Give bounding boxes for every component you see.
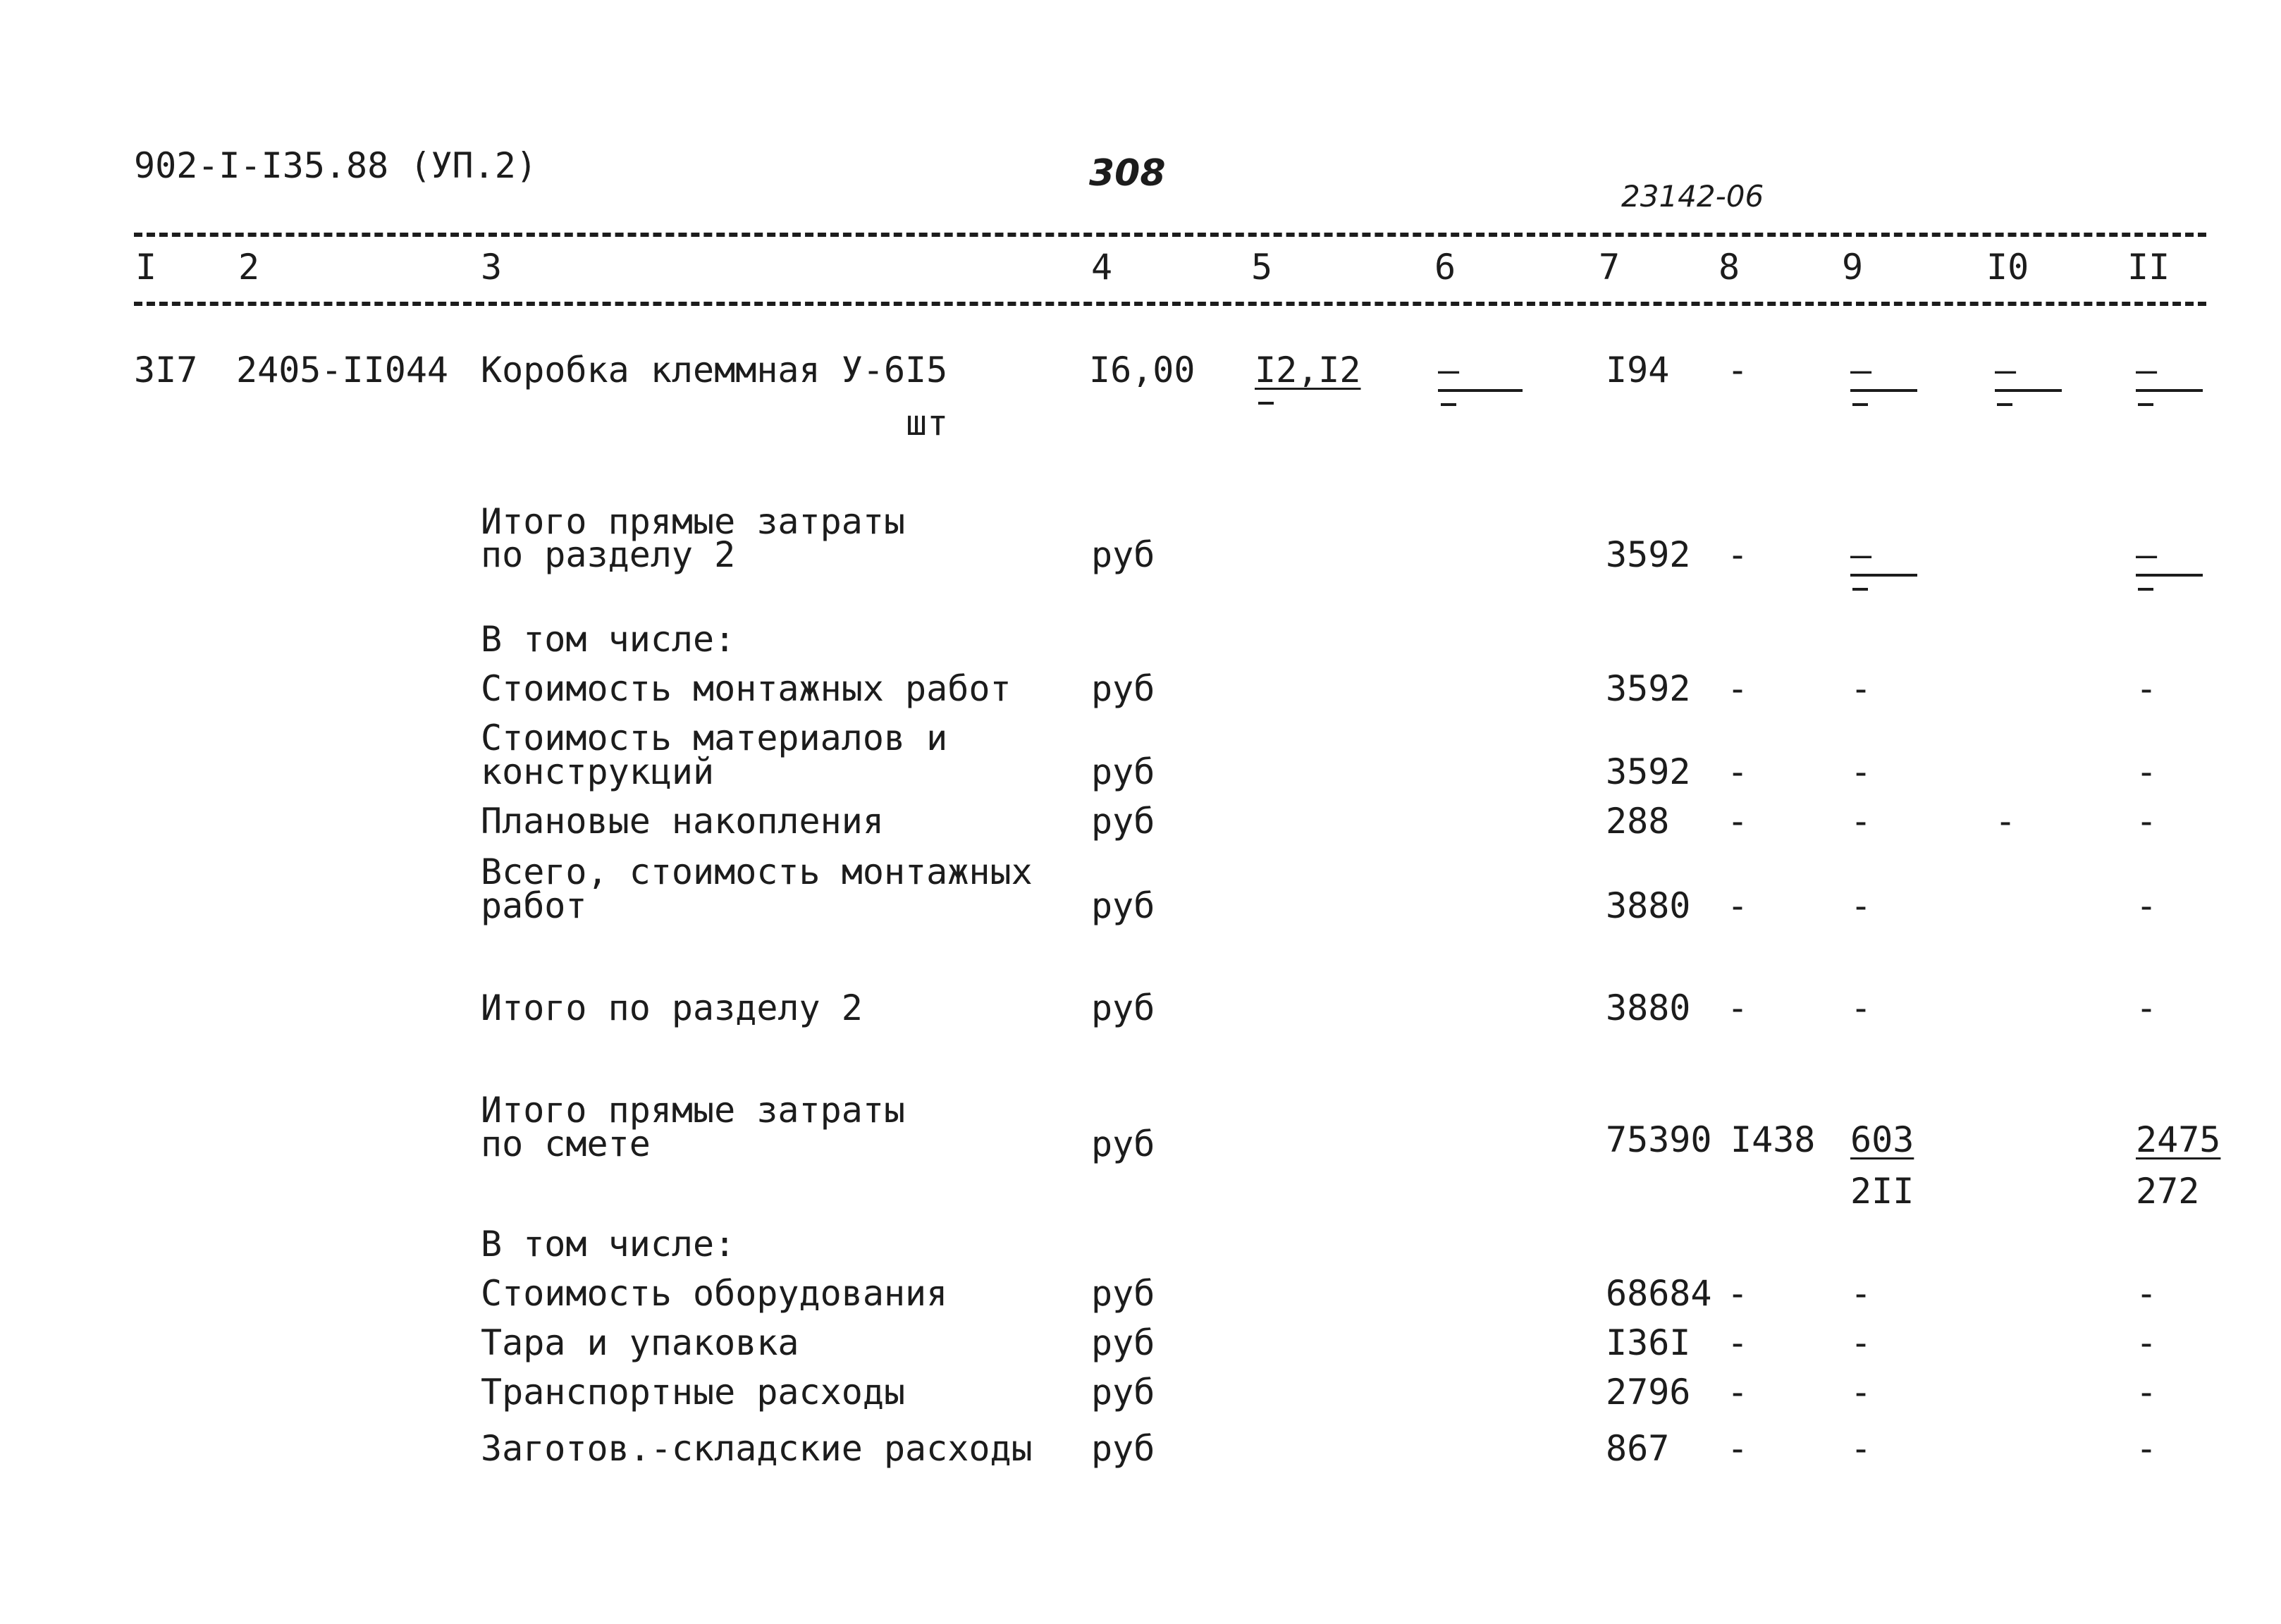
item-unit: шт: [906, 402, 949, 443]
header-bottom-rule: [134, 302, 2206, 306]
row-unit: руб: [1091, 801, 1155, 842]
column-header: 2: [238, 247, 260, 288]
row-label-line1: Итого прямые затраты: [481, 1090, 906, 1131]
row-col11: -: [2136, 1273, 2158, 1314]
row-label-line2: работ: [481, 885, 587, 926]
col11-sub-mark: [2138, 403, 2153, 406]
row-col11: -: [2136, 751, 2158, 792]
col9-underline: [1850, 574, 1917, 577]
row-col7: 3592: [1606, 534, 1691, 575]
column-header: 4: [1091, 247, 1113, 288]
row-col7: 3592: [1606, 751, 1691, 792]
column-header: I0: [1986, 247, 2029, 288]
row-label-line1: Тара и упаковка: [481, 1322, 799, 1363]
row-label-line1: Стоимость монтажных работ: [481, 668, 1012, 709]
row-col7: 75390: [1606, 1119, 1712, 1160]
column-header: 3: [481, 247, 503, 288]
row-label-line1: Всего, стоимость монтажных: [481, 851, 1033, 892]
row-col11: –: [2136, 534, 2158, 575]
row-col8: -: [1727, 668, 1749, 709]
row-label-line1: Транспортные расходы: [481, 1372, 906, 1413]
item-total: I94: [1606, 350, 1670, 390]
row-label-line2: по смете: [481, 1124, 651, 1164]
column-header: II: [2127, 247, 2170, 288]
col11-underline: [2136, 389, 2203, 392]
row-col9: -: [1850, 1322, 1872, 1363]
column-header: 6: [1434, 247, 1456, 288]
row-col8: -: [1727, 1273, 1749, 1314]
row-label-line2: конструкций: [481, 751, 715, 792]
row-col9-denominator: 2II: [1850, 1171, 1914, 1212]
handwritten-reference: 23142-06: [1621, 179, 1764, 214]
col9-sub-mark: [1852, 403, 1868, 406]
row-col11: -: [2136, 1322, 2158, 1363]
item-col10: –: [1995, 350, 2017, 390]
subsection-label: В том числе:: [481, 619, 736, 660]
column-header: 5: [1251, 247, 1273, 288]
row-label-line1: Плановые накопления: [481, 801, 884, 842]
row-col8: -: [1727, 751, 1749, 792]
col10-sub-mark: [1997, 403, 2012, 406]
row-col10: -: [1995, 801, 2017, 842]
column-header: 8: [1719, 247, 1740, 288]
row-col8: -: [1727, 801, 1749, 842]
item-number: 3I7: [134, 350, 198, 390]
column-header: 9: [1842, 247, 1864, 288]
row-unit: руб: [1091, 534, 1155, 575]
subsection-label: В том числе:: [481, 1224, 736, 1265]
row-col7: 3592: [1606, 668, 1691, 709]
row-unit: руб: [1091, 1322, 1155, 1363]
row-col7: 867: [1606, 1428, 1670, 1469]
row-unit: руб: [1091, 668, 1155, 709]
row-col7: 3880: [1606, 988, 1691, 1028]
row-col8: -: [1727, 534, 1749, 575]
row-col11: -: [2136, 668, 2158, 709]
row-col11: -: [2136, 801, 2158, 842]
row-col11: -: [2136, 1372, 2158, 1413]
row-col8: -: [1727, 1322, 1749, 1363]
row-label-line1: Итого по разделу 2: [481, 988, 863, 1028]
row-col9: -: [1850, 668, 1872, 709]
row-unit: руб: [1091, 988, 1155, 1028]
row-label-line2: по разделу 2: [481, 534, 736, 575]
row-col9: -: [1850, 1273, 1872, 1314]
row-col8: I438: [1730, 1119, 1816, 1160]
row-col9: -: [1850, 751, 1872, 792]
row-col9: -: [1850, 801, 1872, 842]
row-col9: -: [1850, 1428, 1872, 1469]
row-label-line1: Итого прямые затраты: [481, 501, 906, 542]
row-label-line1: Стоимость материалов и: [481, 718, 948, 758]
column-header: 7: [1599, 247, 1621, 288]
col9-underline: [1850, 389, 1917, 392]
col11-sub-mark: [2138, 588, 2153, 591]
row-unit: руб: [1091, 751, 1155, 792]
col10-underline: [1995, 389, 2062, 392]
row-col11: -: [2136, 988, 2158, 1028]
row-col7: I36I: [1606, 1322, 1691, 1363]
row-col9: –: [1850, 534, 1872, 575]
row-col8: -: [1727, 1372, 1749, 1413]
item-col6: –: [1438, 350, 1460, 390]
col6-underline: [1438, 389, 1523, 392]
item-col9: –: [1850, 350, 1872, 390]
row-col9: -: [1850, 1372, 1872, 1413]
row-unit: руб: [1091, 1124, 1155, 1164]
header-top-rule: [134, 233, 2206, 237]
row-unit: руб: [1091, 1428, 1155, 1469]
row-unit: руб: [1091, 1273, 1155, 1314]
row-col9: -: [1850, 885, 1872, 926]
item-code: 2405-II044: [236, 350, 449, 390]
column-header: I: [135, 247, 157, 288]
row-label-line1: Стоимость оборудования: [481, 1273, 948, 1314]
document-code: 902-I-I35.88 (УП.2): [134, 145, 537, 186]
page-number: 308: [1089, 152, 1166, 195]
row-col11-denominator: 272: [2136, 1171, 2200, 1212]
row-col9-numerator: 603: [1850, 1119, 1914, 1160]
row-col11: -: [2136, 885, 2158, 926]
item-col8: -: [1727, 350, 1749, 390]
row-col9: -: [1850, 988, 1872, 1028]
row-col8: -: [1727, 1428, 1749, 1469]
col9-sub-mark: [1852, 588, 1868, 591]
row-col8: -: [1727, 885, 1749, 926]
row-unit: руб: [1091, 885, 1155, 926]
row-col7: 2796: [1606, 1372, 1691, 1413]
item-price: I2,I2: [1255, 350, 1361, 390]
item-col11: –: [2136, 350, 2158, 390]
row-col7: 3880: [1606, 885, 1691, 926]
item-quantity: I6,00: [1089, 350, 1195, 390]
row-col11: -: [2136, 1428, 2158, 1469]
row-col8: -: [1727, 988, 1749, 1028]
row-col11-numerator: 2475: [2136, 1119, 2221, 1160]
col11-underline: [2136, 574, 2203, 577]
col6-sub-mark: [1441, 403, 1456, 406]
row-col7: 68684: [1606, 1273, 1712, 1314]
row-col7: 288: [1606, 801, 1670, 842]
row-unit: руб: [1091, 1372, 1155, 1413]
price-sub-mark: [1258, 402, 1274, 405]
row-label-line1: Заготов.-складские расходы: [481, 1428, 1033, 1469]
item-name: Коробка клеммная У-6I5: [481, 350, 948, 390]
